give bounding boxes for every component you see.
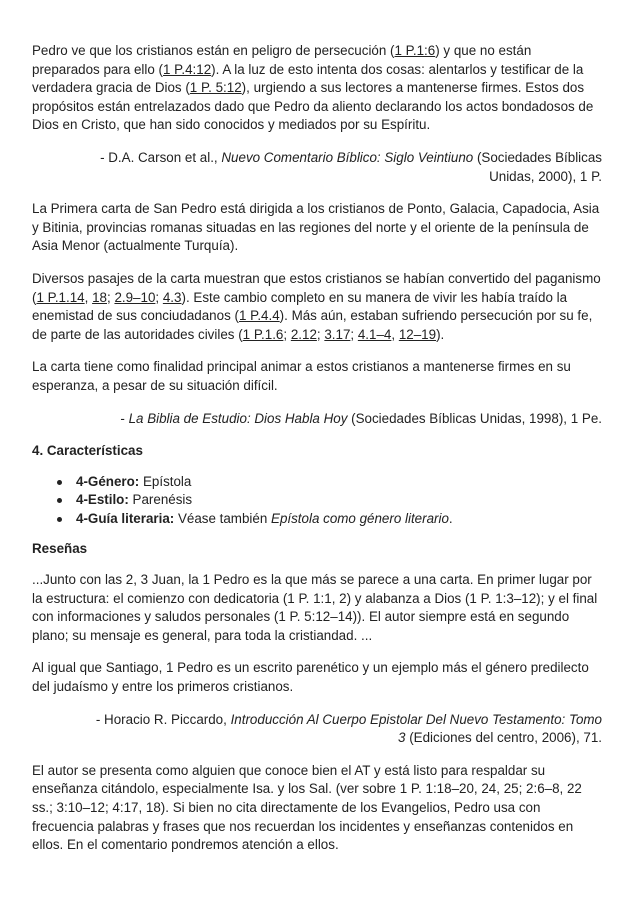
text-run: ). A la luz de esto intenta dos cosas: alentarlos y testificar de la verdadera gracia de Dios (: [32, 61, 584, 96]
separator: ;: [283, 326, 291, 342]
item-value: Véase también: [174, 510, 272, 526]
item-value: Epístola: [139, 473, 192, 489]
ref-link-18[interactable]: 18: [92, 289, 107, 305]
citation-publisher: (Ediciones del centro, 2006), 71.: [405, 730, 602, 746]
ref-link-2-12[interactable]: 2.12: [290, 326, 317, 342]
item-label: 4-Guía literaria:: [76, 510, 175, 526]
text-run: Diversos pasajes de la carta muestran que estos cristianos se habían convertido del paganismo (: [32, 270, 601, 305]
citation-publisher: (Sociedades Bíblicas Unidas, 2000), 1 P.: [473, 149, 602, 184]
biblia-paragraph-2: [32, 270, 602, 344]
citation-publisher: (Sociedades Bíblicas Unidas, 1998), 1 Pe.: [347, 410, 602, 426]
ref-link-1p-1-6[interactable]: 1 P.1:6: [394, 43, 436, 58]
separator: ;: [155, 289, 163, 305]
separator: ,: [391, 326, 399, 342]
ref-link-1p-4-4[interactable]: 1 P.4.4: [238, 308, 280, 324]
citation-author: - D.A. Carson et al.,: [100, 149, 222, 165]
separator: ;: [350, 326, 358, 342]
citation-title: Nuevo Comentario Bíblico: Siglo Veintiuno: [221, 149, 474, 165]
ref-link-12-19[interactable]: 12–19: [398, 326, 437, 342]
separator: ;: [316, 326, 325, 342]
ref-link-4-3[interactable]: 4.3: [162, 289, 182, 305]
ref-link-1p-1-6[interactable]: 1 P.1.6: [242, 326, 284, 342]
separator: ,: [84, 289, 93, 305]
biblia-citation: [32, 410, 602, 429]
caracteristicas-list: [32, 473, 602, 529]
text-run: ) y que no están preparados para ello (: [32, 43, 532, 77]
text-run: Pedro ve que los cristianos están en peligro de persecución (: [32, 43, 395, 58]
ref-link-3-17[interactable]: 3.17: [324, 326, 351, 342]
text-run: ), urgiendo a sus lectores a mantenerse firmes. Estos dos propósitos están entrelazados dado que Pedro da aliento declarando los actos bondadosos de Dios en Cristo, que han sido conocidos y mediados por su Espíritu.: [32, 80, 594, 133]
list-item-guia: [76, 510, 602, 529]
section-heading-resenas: Reseñas: [32, 541, 88, 557]
carson-paragraph: [32, 42, 602, 135]
item-label: 4-Estilo:: [76, 492, 129, 508]
resenas-paragraph-1: ...Junto con las 2, 3 Juan, la 1 Pedro es la que más se parece a una carta. En primer lugar por la estructura: el comienzo con dedicatoria (1 P. 1:1, 2) y alabanza a Dios (1 P. 1:3–12); y el final con informaciones y saludos personales (1 P. 5:12–14)). El autor siempre está en segundo plano; su mensaje es general, para toda la cristiandad. ...: [32, 572, 598, 643]
text-run: ). Este cambio completo en su manera de vivir les había traído la enemistad de sus conciudadanos (: [32, 289, 568, 324]
citation-title: La Biblia de Estudio: Dios Habla Hoy: [128, 410, 348, 426]
ref-link-1p-5-12[interactable]: 1 P. 5:12: [189, 80, 242, 96]
list-item-genero: [76, 473, 602, 492]
ref-link-2-9-10[interactable]: 2.9–10: [114, 289, 156, 305]
resenas-paragraph-2: Al igual que Santiago, 1 Pedro es un escrito parenético y un ejemplo más el género predilecto del judaísmo y entre los primeros cristianos.: [32, 660, 589, 695]
document-page: [32, 42, 602, 869]
ref-link-4-1-4[interactable]: 4.1–4: [357, 326, 392, 342]
resenas-paragraph-3: El autor se presenta como alguien que conoce bien el AT y está listo para respaldar su enseñanza citándolo, especialmente Isa. y los Sal. (ver sobre 1 P. 1:18–20, 24, 25; 2:6–8, 22 ss.; 3:10–12; 4:17, 18). Si bien no cita directamente de los Evangelios, Pedro usa con frecuencia palabras y frases que nos recuerdan los incidentes y enseñanzas contenidos en ellos. En el comentario pondremos atención a ellos.: [32, 762, 582, 853]
separator: ;: [106, 289, 115, 305]
ref-link-1p-1-14[interactable]: 1 P.1.14: [36, 289, 85, 305]
item-end: .: [448, 510, 453, 526]
list-item-estilo: [76, 491, 602, 510]
item-label: 4-Género:: [76, 473, 140, 489]
item-italic: Epístola como género literario: [271, 510, 449, 526]
section-heading-caracteristicas: 4. Características: [32, 443, 143, 459]
carson-citation: [32, 149, 602, 186]
piccardo-citation: [32, 711, 602, 748]
text-run: ). Más aún, estaban sufriendo persecución por su fe, de parte de las autoridades civiles (: [32, 308, 593, 342]
citation-title: Introducción Al Cuerpo Epistolar Del Nuevo Testamento: Tomo 3: [230, 711, 602, 746]
ref-link-1p-4-12[interactable]: 1 P.4:12: [163, 61, 212, 77]
item-value: Parenésis: [128, 492, 193, 508]
biblia-paragraph-3: La carta tiene como finalidad principal animar a estos cristianos a mantenerse firmes en su esperanza, a pesar de su situación difícil.: [32, 359, 571, 393]
text-run: ).: [436, 326, 445, 342]
citation-dash: -: [120, 410, 129, 426]
citation-author: - Horacio R. Piccardo,: [95, 711, 231, 727]
biblia-paragraph-1: La Primera carta de San Pedro está dirigida a los cristianos de Ponto, Galacia, Capadocia, Asia y Bitinia, provincias romanas situadas en las regiones del norte y el oriente de la península de Asia Menor (actualmente Turquía).: [32, 201, 600, 254]
